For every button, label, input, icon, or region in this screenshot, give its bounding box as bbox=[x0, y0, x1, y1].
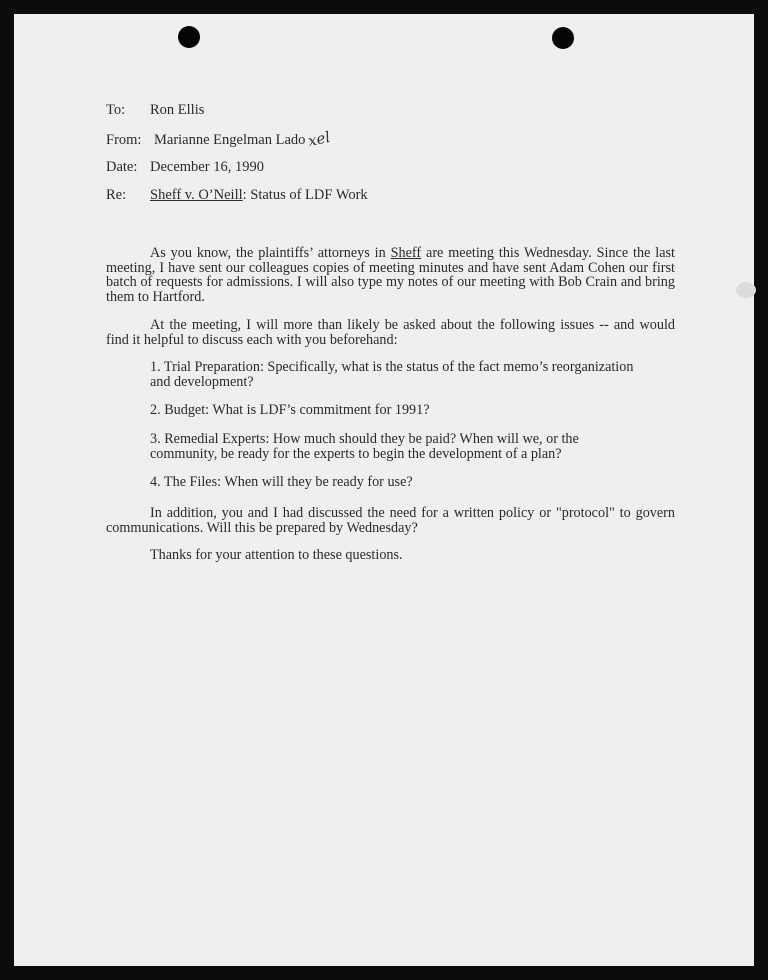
paragraph-2: At the meeting, I will more than likely be asked about the following issues -- and would find it helpful to discuss each with you beforehand: bbox=[106, 317, 675, 348]
re-case-name: Sheff v. O’Neill bbox=[150, 187, 243, 203]
date-value: December 16, 1990 bbox=[150, 159, 264, 175]
from-label: From: bbox=[106, 132, 142, 148]
p1-text-end: are meeting this Wednesday. Since the last meeting, I have sent our colleagues copies of meeting minutes and have sent Adam Cohen our first batch of requests for admissions. I will also type my notes of our meeting with Bob Crain and bring them to Hartford. bbox=[106, 245, 675, 305]
memo-re bbox=[106, 186, 368, 204]
date-label: Date: bbox=[106, 159, 138, 175]
p1-case-name: Sheff bbox=[390, 245, 422, 261]
memo-from bbox=[106, 127, 333, 151]
from-value: Marianne Engelman Lado bbox=[154, 132, 306, 148]
p1-text-start: As you know, the plaintiffs’ attorneys in bbox=[150, 245, 391, 261]
memo-page bbox=[14, 14, 754, 966]
to-value: Ron Ellis bbox=[150, 102, 205, 118]
punch-hole-left bbox=[178, 26, 200, 48]
list-item-4: 4. The Files: When will they be ready for use? bbox=[150, 474, 413, 490]
to-label: To: bbox=[106, 102, 126, 118]
paragraph-1 bbox=[106, 246, 675, 304]
list-item-2: 2. Budget: What is LDF’s commitment for 1991? bbox=[150, 402, 430, 418]
re-subject: : Status of LDF Work bbox=[242, 187, 368, 203]
paper-speck bbox=[736, 282, 756, 298]
memo-date bbox=[106, 158, 264, 176]
memo-to bbox=[106, 101, 204, 119]
handwritten-initials: xel bbox=[306, 127, 333, 151]
list-item-3: 3. Remedial Experts: How much should they be paid? When will we, or the community, be ready for the experts to begin the development of a plan? bbox=[150, 431, 579, 462]
list-item-1: 1. Trial Preparation: Specifically, what is the status of the fact memo’s reorganization and development? bbox=[150, 359, 634, 390]
re-label: Re: bbox=[106, 187, 127, 203]
paragraph-3: In addition, you and I had discussed the need for a written policy or "protocol" to govern communications. Will this be prepared by Wednesday? bbox=[106, 505, 675, 536]
punch-hole-right bbox=[552, 27, 574, 49]
paragraph-4: Thanks for your attention to these questions. bbox=[150, 547, 403, 563]
